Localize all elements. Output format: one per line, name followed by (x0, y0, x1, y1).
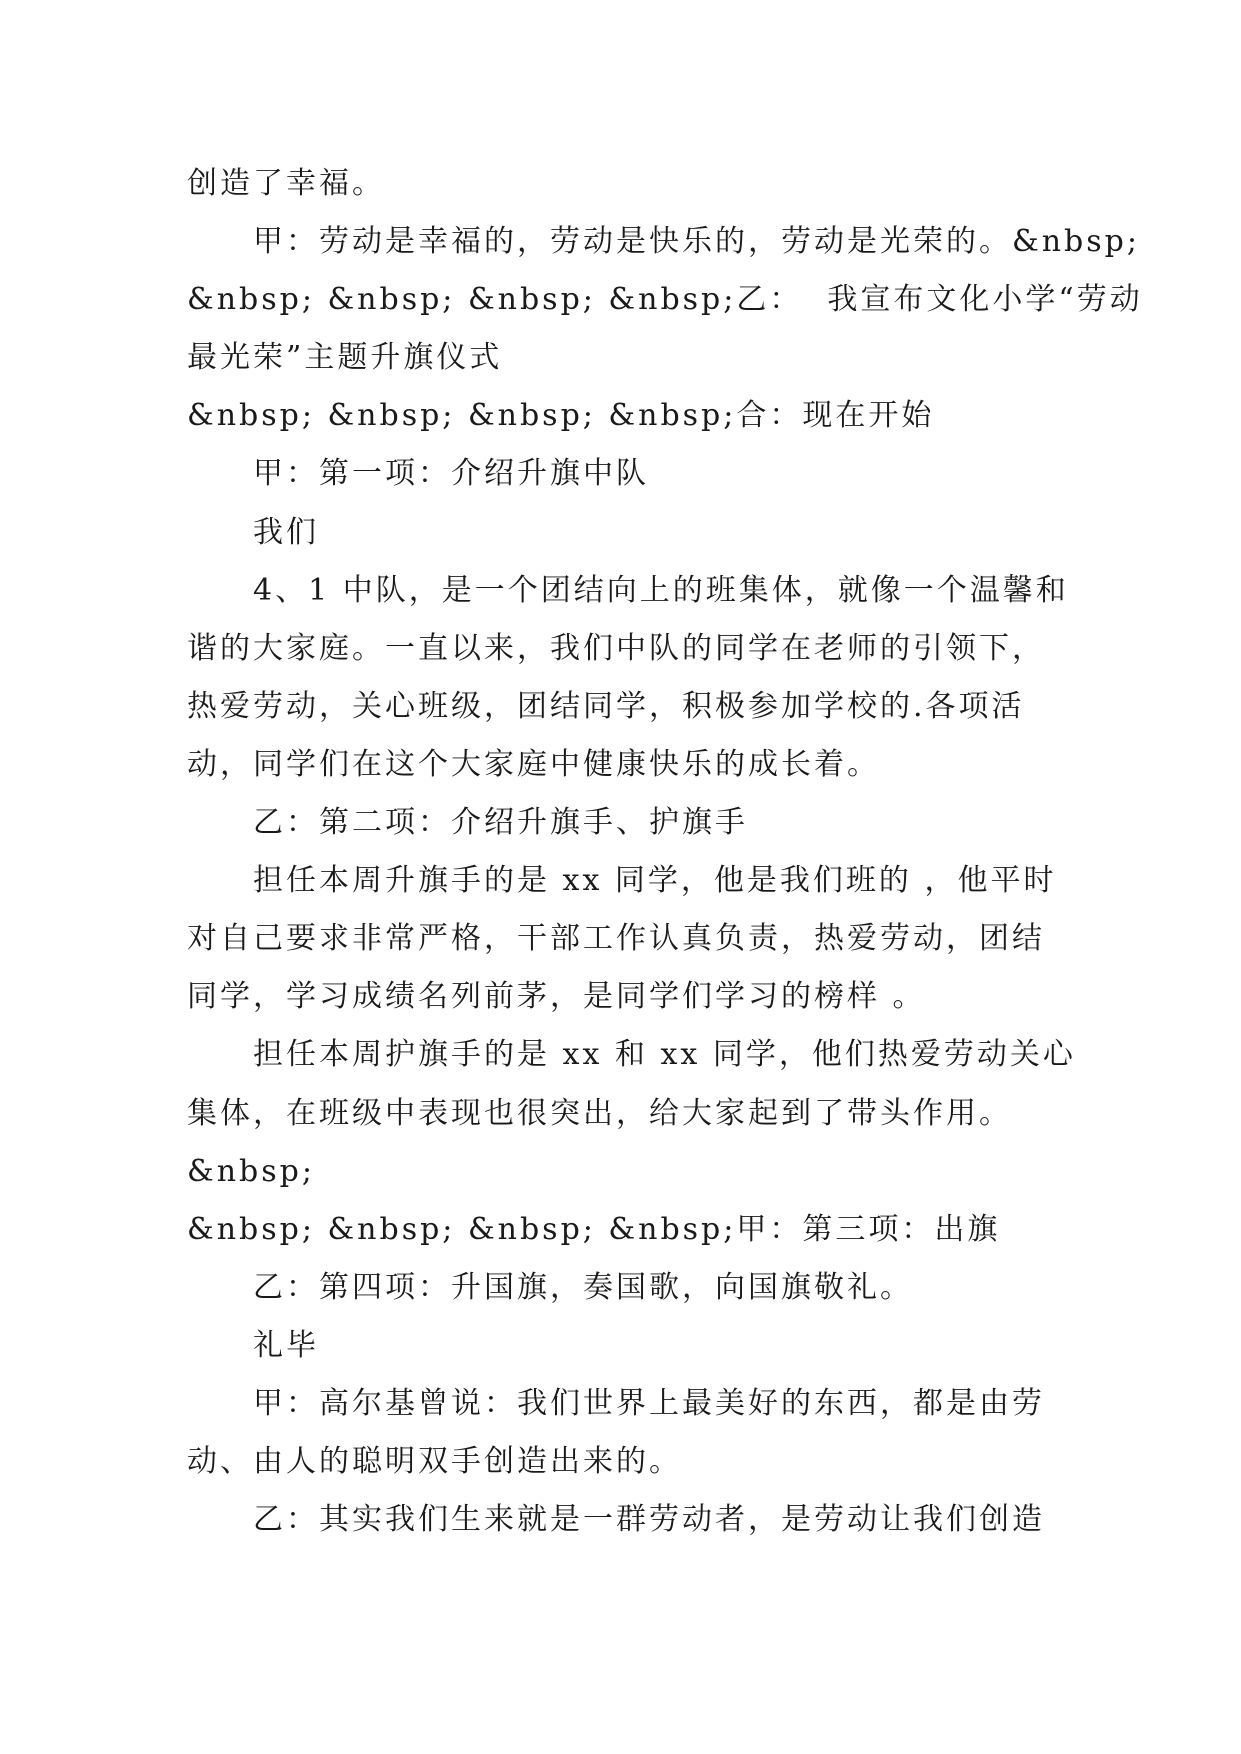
text-line: &nbsp; (187, 1153, 315, 1189)
text-line: 动，同学们在这个大家庭中健康快乐的成长着。 (187, 746, 880, 782)
text-line: &nbsp; &nbsp; &nbsp; &nbsp;合：现在开始 (187, 398, 935, 434)
text-line: 甲：高尔基曾说：我们世界上最美好的东西，都是由劳 (253, 1385, 1045, 1421)
text-line: 同学，学习成绩名列前茅，是同学们学习的榜样 。 (187, 979, 926, 1015)
text-line: 担任本周护旗手的是 xx 和 xx 同学，他们热爱劳动关心 (253, 1037, 1076, 1073)
text-line: 最光荣”主题升旗仪式 (187, 340, 503, 376)
text-line: 甲：劳动是幸福的，劳动是快乐的，劳动是光荣的。&nbsp; (253, 224, 1140, 260)
text-line: 乙：其实我们生来就是一群劳动者，是劳动让我们创造 (253, 1502, 1045, 1538)
text-line: 对自己要求非常严格，干部工作认真负责，热爱劳动，团结 (187, 921, 1045, 957)
text-line: 乙：第四项：升国旗，奏国歌，向国旗敬礼。 (253, 1269, 913, 1305)
text-line: 4、1 中队，是一个团结向上的班集体，就像一个温馨和 (253, 572, 1069, 608)
text-line: &nbsp; &nbsp; &nbsp; &nbsp;乙： 我宣布文化小学“劳动 (187, 282, 1143, 318)
text-line: 动、由人的聪明双手创造出来的。 (187, 1444, 682, 1480)
text-line: 创造了幸福。 (187, 166, 385, 201)
text-line: 担任本周升旗手的是 xx 同学，他是我们班的 ，他平时 (253, 863, 1057, 899)
text-line: 谐的大家庭。一直以来，我们中队的同学在老师的引领下， (187, 630, 1045, 666)
text-line: 甲：第一项：介绍升旗中队 (253, 456, 649, 492)
text-line: 乙：第二项：介绍升旗手、护旗手 (253, 805, 748, 841)
text-line: &nbsp; &nbsp; &nbsp; &nbsp;甲：第三项：出旗 (187, 1211, 1001, 1247)
text-line: 集体，在班级中表现也很突出，给大家起到了带头作用。 (187, 1095, 1012, 1131)
text-line: 礼毕 (253, 1327, 319, 1363)
text-line: 我们 (253, 514, 319, 550)
document-body (187, 155, 1143, 1549)
text-line: 热爱劳动，关心班级，团结同学，积极参加学校的.各项活 (187, 688, 1025, 724)
